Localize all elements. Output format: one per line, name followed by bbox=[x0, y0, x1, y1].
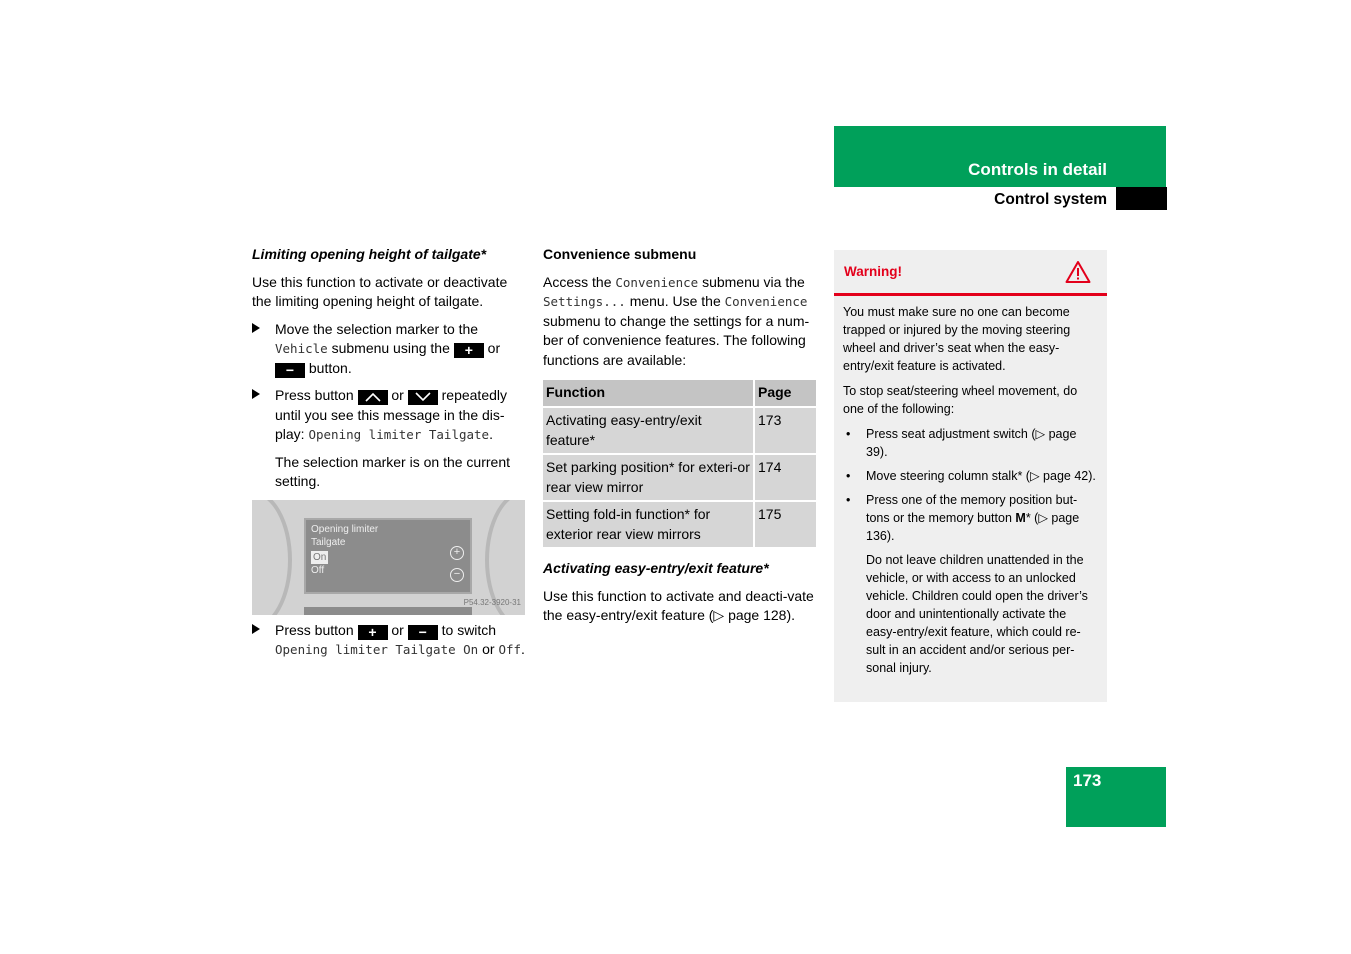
image-code: P54.32-3920-31 bbox=[463, 598, 521, 607]
easy-entry-text: Use this function to activate and deacti-vate the easy-entry/exit feature (▷ page 128). bbox=[543, 587, 814, 623]
minus-button-icon: − bbox=[275, 363, 305, 378]
section-title: Controls in detail bbox=[968, 160, 1107, 179]
plus-button-icon: + bbox=[454, 343, 484, 358]
memory-button-icon: M bbox=[1015, 511, 1026, 525]
warning-bullet: • Move steering column stalk* (▷ page 42). bbox=[846, 469, 1096, 483]
convenience-intro: Access the Convenience submenu via the Settings... menu. Use the Convenience submenu to change the settings for a num-ber of convenience features. The following functions are available: bbox=[543, 273, 810, 368]
table-cell-function: Activating easy-entry/exit feature* bbox=[543, 408, 755, 453]
column-header-function: Function bbox=[543, 380, 755, 406]
multifunction-display: Opening limiter Tailgate On Off + − bbox=[304, 518, 472, 594]
warning-header bbox=[834, 250, 1107, 296]
table-cell-page: 173 bbox=[755, 408, 816, 453]
left-gauge bbox=[252, 500, 292, 615]
warning-bullet: • Press seat adjustment switch (▷ page 39). bbox=[846, 427, 1077, 459]
table-cell-function: Set parking position* for exteri-or rear view mirror bbox=[543, 455, 755, 500]
instrument-cluster-image bbox=[252, 500, 525, 615]
function-table bbox=[543, 378, 816, 549]
option-off: Off bbox=[311, 564, 325, 576]
warning-children-note: Do not leave children unattended in the vehicle, or with access to an unlocked vehicle. Children could open the driver’s door and unintentionally activate the easy-entry/exit feature, which could re-sult in an accident and/or serious per-sonal injury. bbox=[866, 553, 1088, 675]
warning-title: Warning! bbox=[844, 264, 902, 279]
minus-circle-icon: − bbox=[450, 568, 464, 582]
warning-box bbox=[834, 250, 1107, 702]
selection-note: The selection marker is on the current setting. bbox=[275, 453, 510, 489]
warning-body bbox=[834, 296, 1107, 677]
display-lower-bar bbox=[304, 607, 472, 615]
tailgate-intro: Use this function to activate or deactivate the limiting opening height of tailgate. bbox=[252, 273, 508, 309]
table-row bbox=[543, 408, 816, 453]
warning-paragraph: You must make sure no one can become trapped or injured by the moving steering wheel and driver’s seat when the easy-entry/exit feature is activated. bbox=[843, 305, 1071, 373]
instruction-step: Press button or repeatedly until you see this message in the dis-play: Opening limiter Tailgate. bbox=[252, 386, 526, 445]
page-number: 173 bbox=[1073, 771, 1102, 790]
table-cell-page: 174 bbox=[755, 455, 816, 500]
down-button-icon bbox=[408, 390, 438, 405]
table-cell-function: Setting fold-in function* for exterior rear view mirrors bbox=[543, 502, 755, 547]
warning-triangle-icon bbox=[1065, 260, 1091, 287]
step-arrow-icon bbox=[252, 624, 260, 634]
table-row bbox=[543, 455, 816, 500]
table-header-row bbox=[543, 380, 816, 406]
column-left bbox=[252, 245, 526, 668]
plus-button-icon: + bbox=[358, 625, 388, 640]
minus-button-icon: − bbox=[408, 625, 438, 640]
tailgate-heading: Limiting opening height of tailgate* bbox=[252, 246, 487, 262]
subsection-title: Control system bbox=[994, 191, 1107, 208]
bullet-icon: • bbox=[846, 469, 851, 483]
table-cell-page: 175 bbox=[755, 502, 816, 547]
header-tab-marker bbox=[1116, 187, 1167, 210]
warning-paragraph: To stop seat/steering wheel movement, do one of the following: bbox=[843, 384, 1078, 416]
option-on: On bbox=[313, 551, 327, 563]
step-arrow-icon bbox=[252, 323, 260, 333]
plus-circle-icon: + bbox=[450, 546, 464, 560]
bullet-icon: • bbox=[846, 427, 851, 441]
up-button-icon bbox=[358, 390, 388, 405]
instruction-step: Press button + or − to switch Opening limiter Tailgate On or Off. bbox=[252, 621, 526, 660]
convenience-heading: Convenience submenu bbox=[543, 246, 697, 262]
instruction-step: Move the selection marker to the Vehicle submenu using the + or − button. bbox=[252, 320, 526, 379]
bullet-icon: • bbox=[846, 493, 851, 507]
column-header-page: Page bbox=[755, 380, 816, 406]
column-middle bbox=[543, 245, 819, 634]
warning-bullet: • Press one of the memory position but-tons or the memory button M* (▷ page 136). bbox=[846, 493, 1080, 543]
easy-entry-heading: Activating easy-entry/exit feature* bbox=[543, 560, 769, 576]
step-arrow-icon bbox=[252, 389, 260, 399]
table-row bbox=[543, 502, 816, 547]
